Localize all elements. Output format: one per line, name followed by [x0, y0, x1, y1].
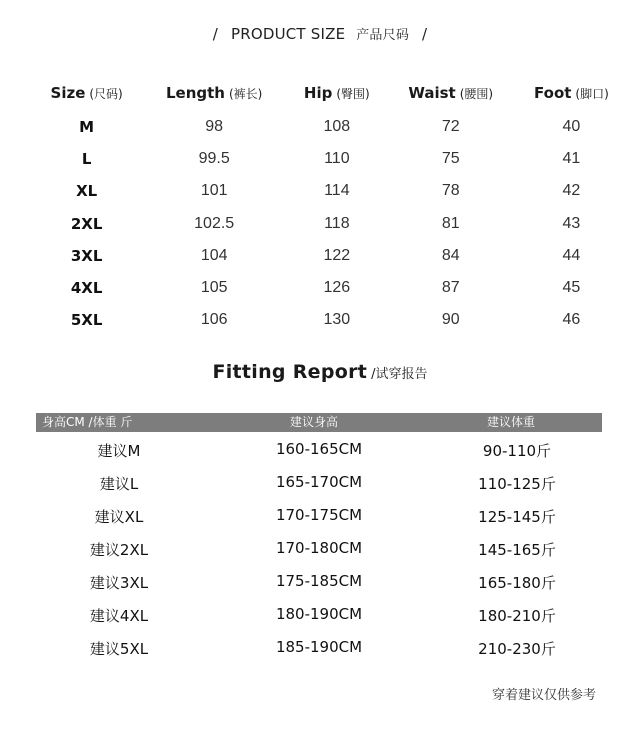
size-cell: 4XL [70, 279, 103, 298]
table-row [32, 111, 628, 143]
hip-cell: 118 [324, 214, 350, 232]
waist-cell: 72 [441, 118, 460, 136]
fitting-size-cell: 建议5XL [89, 640, 149, 658]
fitting-header-suggested-weight: 建议体重 [487, 415, 536, 429]
fitting-size-cell: 建议L [99, 475, 139, 493]
heading-slash-left: / [212, 25, 218, 43]
fitting-weight-cell: 125-145斤 [478, 508, 556, 526]
fitting-height-cell: 160-165CM [275, 440, 363, 458]
fitting-height-cell: 170-180CM [275, 539, 363, 557]
waist-cell: 78 [441, 182, 460, 200]
length-cell: 102.5 [194, 214, 235, 232]
footnote: 穿着建议仅供参考 [491, 688, 596, 703]
table-row [32, 143, 628, 175]
table-row [32, 272, 628, 304]
waist-cell: 87 [441, 279, 460, 297]
fitting-height-cell: 185-190CM [275, 638, 363, 656]
column-header-foot-cn: (脚口) [575, 87, 609, 101]
column-header-size-en: Size [50, 84, 86, 102]
fitting-height-cell: 165-170CM [275, 473, 363, 491]
fitting-size-cell: 建议4XL [89, 607, 149, 625]
size-table [32, 75, 628, 336]
column-header-waist [387, 75, 515, 111]
fitting-header-height-weight: 身高CM /体重 斤 [42, 415, 133, 429]
fitting-title-en: Fitting Report [212, 361, 368, 383]
fitting-weight-cell: 90-110斤 [482, 442, 552, 460]
fitting-weight-cell: 110-125斤 [478, 475, 556, 493]
size-cell: 2XL [70, 214, 103, 233]
column-header-waist-en: Waist [408, 84, 456, 102]
fitting-height-cell: 175-185CM [275, 572, 363, 590]
fitting-row [36, 465, 602, 498]
foot-cell: 46 [562, 311, 581, 329]
waist-cell: 81 [441, 214, 460, 232]
fitting-row [36, 597, 602, 630]
fitting-size-cell: 建议2XL [89, 541, 149, 559]
table-row [32, 304, 628, 336]
fitting-weight-cell: 145-165斤 [478, 541, 556, 559]
hip-cell: 130 [323, 311, 351, 329]
fitting-table [36, 432, 602, 663]
heading-title-cn: 产品尺码 [356, 28, 410, 43]
foot-cell: 44 [562, 246, 581, 264]
column-header-waist-cn: (腰围) [459, 87, 494, 101]
length-cell: 105 [200, 279, 228, 297]
fitting-row [36, 432, 602, 465]
fitting-row [36, 630, 602, 663]
table-row [32, 240, 628, 272]
hip-cell: 110 [324, 150, 350, 168]
fitting-size-cell: 建议M [97, 442, 141, 460]
foot-cell: 41 [562, 150, 581, 168]
fitting-weight-cell: 165-180斤 [478, 574, 556, 592]
fitting-row [36, 531, 602, 564]
fitting-size-cell: 建议XL [94, 508, 144, 526]
waist-cell: 84 [441, 246, 460, 264]
column-header-size [32, 75, 141, 111]
hip-cell: 108 [323, 118, 351, 136]
size-cell: 5XL [70, 311, 103, 330]
heading-slash-right: / [422, 25, 428, 43]
column-header-length [141, 75, 287, 111]
waist-cell: 75 [441, 150, 460, 168]
foot-cell: 43 [562, 214, 581, 232]
size-cell: 3XL [70, 246, 103, 265]
fitting-table-header [36, 413, 602, 432]
length-cell: 101 [200, 182, 228, 200]
fitting-report-heading [0, 361, 640, 383]
hip-cell: 126 [323, 279, 351, 297]
heading-title-en: PRODUCT SIZE [230, 25, 346, 43]
column-header-size-cn: (尺码) [89, 87, 123, 101]
size-cell: XL [76, 182, 98, 201]
size-table-header-row [32, 75, 628, 111]
column-header-length-cn: (裤长) [228, 87, 263, 101]
fitting-height-cell: 180-190CM [275, 605, 363, 623]
fitting-row [36, 498, 602, 531]
hip-cell: 114 [324, 182, 350, 200]
fitting-weight-cell: 180-210斤 [478, 607, 556, 625]
size-cell: L [81, 150, 92, 169]
fitting-size-cell: 建议3XL [89, 574, 149, 592]
column-header-hip-cn: (臀围) [336, 87, 370, 101]
table-row [32, 175, 628, 207]
hip-cell: 122 [323, 246, 351, 264]
foot-cell: 40 [562, 118, 581, 136]
fitting-height-cell: 170-175CM [275, 506, 363, 524]
product-size-heading [0, 24, 640, 43]
fitting-header-suggested-height: 建议身高 [290, 415, 339, 429]
waist-cell: 90 [441, 311, 460, 329]
column-header-hip [287, 75, 387, 111]
column-header-hip-en: Hip [303, 84, 333, 102]
foot-cell: 42 [562, 182, 581, 200]
fitting-row [36, 564, 602, 597]
size-cell: M [79, 118, 95, 137]
column-header-foot [515, 75, 628, 111]
length-cell: 99.5 [198, 150, 230, 168]
column-header-length-en: Length [165, 84, 225, 102]
length-cell: 104 [200, 246, 228, 264]
length-cell: 98 [205, 118, 224, 136]
table-row [32, 208, 628, 240]
fitting-weight-cell: 210-230斤 [478, 640, 556, 658]
column-header-foot-en: Foot [534, 84, 572, 102]
foot-cell: 45 [562, 279, 581, 297]
length-cell: 106 [200, 311, 228, 329]
fitting-title-cn: /试穿报告 [371, 367, 428, 382]
